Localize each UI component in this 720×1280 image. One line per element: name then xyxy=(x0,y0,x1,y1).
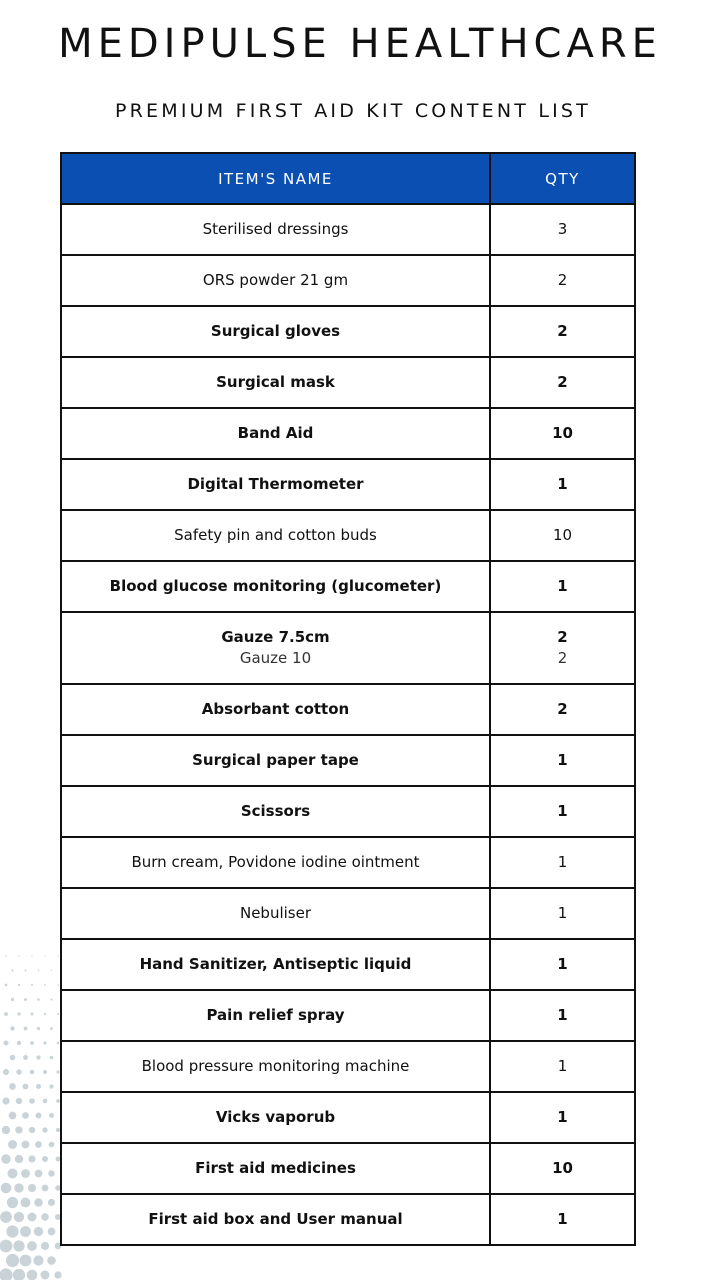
item-name-cell xyxy=(61,306,490,357)
halftone-dot xyxy=(0,1211,12,1223)
table-row xyxy=(61,612,635,684)
item-name-cell xyxy=(61,786,490,837)
halftone-dot xyxy=(31,955,32,956)
halftone-dot xyxy=(48,1199,55,1206)
item-name-cell xyxy=(61,255,490,306)
table-row xyxy=(61,888,635,939)
halftone-dot xyxy=(18,984,20,986)
halftone-dot xyxy=(0,1240,12,1253)
table-row xyxy=(61,204,635,255)
halftone-dot xyxy=(35,1170,43,1178)
item-name-cell xyxy=(61,1092,490,1143)
item-name-cell xyxy=(61,1143,490,1194)
item-qty: 1 xyxy=(557,577,568,595)
item-qty-cell xyxy=(490,510,635,561)
halftone-dot xyxy=(33,1255,43,1265)
item-qty-cell xyxy=(490,786,635,837)
halftone-dot xyxy=(7,1168,17,1178)
halftone-dot xyxy=(38,970,40,972)
halftone-dot xyxy=(41,1271,50,1280)
halftone-dot xyxy=(0,1268,13,1280)
table-row xyxy=(61,510,635,561)
halftone-dot xyxy=(23,1084,29,1090)
halftone-dot xyxy=(37,1027,40,1030)
halftone-dot xyxy=(10,1055,16,1061)
kit-contents-table xyxy=(60,152,636,1246)
halftone-dot xyxy=(57,1013,59,1015)
halftone-dot xyxy=(6,1254,19,1267)
item-qty: 2 xyxy=(557,700,568,718)
item-qty: 10 xyxy=(552,526,573,544)
halftone-dot xyxy=(4,1041,9,1046)
item-qty: 3 xyxy=(557,220,568,238)
item-qty: 2 xyxy=(557,628,568,646)
table-row xyxy=(61,357,635,408)
halftone-dot xyxy=(21,1198,31,1208)
halftone-dot xyxy=(16,1098,22,1104)
halftone-dot xyxy=(43,1070,47,1074)
item-qty-cell xyxy=(490,1194,635,1245)
item-qty-cell xyxy=(490,1143,635,1194)
item-name: Burn cream, Povidone iodine ointment xyxy=(131,853,420,871)
halftone-dot-pattern xyxy=(0,950,64,1280)
halftone-dot xyxy=(44,955,45,956)
halftone-dot xyxy=(43,1099,48,1104)
halftone-dot xyxy=(49,1084,53,1088)
halftone-dot xyxy=(4,1012,8,1016)
item-qty-cell xyxy=(490,939,635,990)
item-name: Blood pressure monitoring machine xyxy=(141,1057,410,1075)
halftone-dot xyxy=(42,1185,49,1192)
item-name-cell xyxy=(61,990,490,1041)
item-name: Vicks vaporub xyxy=(215,1108,336,1126)
item-qty: 1 xyxy=(557,1057,568,1075)
halftone-dot xyxy=(42,1127,47,1132)
halftone-dot xyxy=(18,955,19,956)
halftone-dot xyxy=(23,1055,28,1060)
item-qty: 1 xyxy=(557,475,568,493)
item-name: Gauze 10 xyxy=(239,649,312,667)
halftone-dot xyxy=(9,1083,16,1090)
halftone-dot xyxy=(9,1112,17,1120)
item-qty: 1 xyxy=(557,802,568,820)
halftone-dot xyxy=(29,1098,34,1103)
halftone-dot xyxy=(5,984,8,987)
item-name: Nebuliser xyxy=(239,904,312,922)
item-qty: 2 xyxy=(557,649,568,667)
halftone-dot xyxy=(10,1026,14,1030)
item-qty-cell xyxy=(490,255,635,306)
item-name: Hand Sanitizer, Antiseptic liquid xyxy=(139,955,412,973)
item-name-cell xyxy=(61,1041,490,1092)
item-name-cell xyxy=(61,204,490,255)
column-header-qty: QTY xyxy=(490,153,635,204)
item-name: Gauze 7.5cm xyxy=(221,628,330,646)
halftone-dot xyxy=(15,1155,23,1163)
halftone-dot xyxy=(17,1012,20,1015)
halftone-dot xyxy=(49,1142,55,1148)
item-qty: 1 xyxy=(557,904,568,922)
halftone-dot xyxy=(48,1170,54,1176)
table-row xyxy=(61,408,635,459)
halftone-dot xyxy=(5,955,7,957)
halftone-dot xyxy=(36,1084,41,1089)
item-name-cell xyxy=(61,939,490,990)
item-qty: 2 xyxy=(557,271,568,289)
item-name-cell xyxy=(61,612,490,684)
halftone-dot xyxy=(41,1242,49,1250)
halftone-dot xyxy=(22,1112,29,1119)
halftone-dot xyxy=(34,1227,43,1236)
halftone-dot xyxy=(1,1154,10,1163)
halftone-dot xyxy=(21,1169,30,1178)
item-qty: 1 xyxy=(557,1210,568,1228)
halftone-dot xyxy=(17,1041,21,1045)
halftone-dot xyxy=(50,1027,53,1030)
item-qty: 10 xyxy=(552,424,573,442)
item-qty-cell xyxy=(490,204,635,255)
halftone-dot xyxy=(20,1255,32,1267)
halftone-dot xyxy=(41,1213,49,1221)
item-name: Scissors xyxy=(240,802,311,820)
halftone-dot xyxy=(30,1070,35,1075)
halftone-dot xyxy=(57,1042,60,1045)
table-row xyxy=(61,1092,635,1143)
halftone-dot xyxy=(51,970,52,971)
item-name: Surgical mask xyxy=(216,373,335,391)
halftone-dot xyxy=(20,1226,31,1237)
table-row xyxy=(61,459,635,510)
item-name: Safety pin and cotton buds xyxy=(174,526,377,544)
halftone-dot xyxy=(8,1140,17,1149)
item-qty: 2 xyxy=(557,373,568,391)
item-qty-cell xyxy=(490,408,635,459)
item-name-cell xyxy=(61,357,490,408)
halftone-dot xyxy=(2,1126,10,1134)
item-name: Absorbant cotton xyxy=(201,700,350,718)
item-name: Band Aid xyxy=(237,424,314,442)
halftone-dot xyxy=(6,1225,18,1237)
halftone-dot xyxy=(24,1027,28,1031)
item-qty-cell xyxy=(490,306,635,357)
item-qty: 2 xyxy=(557,322,568,340)
item-name: Blood glucose monitoring (glucometer) xyxy=(109,577,442,595)
halftone-dot xyxy=(24,998,27,1001)
item-name: Digital Thermometer xyxy=(187,475,364,493)
item-name-cell xyxy=(61,684,490,735)
halftone-dot xyxy=(42,1156,48,1162)
halftone-dot xyxy=(36,1055,40,1059)
halftone-dot xyxy=(14,1212,24,1222)
halftone-dot xyxy=(50,1056,54,1060)
halftone-dot xyxy=(1,1183,12,1194)
table-row xyxy=(61,786,635,837)
halftone-dot xyxy=(15,1126,22,1133)
item-name: Sterilised dressings xyxy=(202,220,349,238)
halftone-dot xyxy=(31,1013,34,1016)
table-row xyxy=(61,255,635,306)
halftone-dot xyxy=(27,1270,38,1280)
item-name-cell xyxy=(61,561,490,612)
halftone-dot xyxy=(3,1069,9,1075)
halftone-dot xyxy=(22,1141,30,1149)
item-qty: 1 xyxy=(557,853,568,871)
table-row xyxy=(61,735,635,786)
halftone-dot xyxy=(30,1041,34,1045)
halftone-dot xyxy=(49,1113,54,1118)
item-qty-cell xyxy=(490,561,635,612)
item-name-cell xyxy=(61,735,490,786)
item-qty-cell xyxy=(490,888,635,939)
halftone-dot xyxy=(28,1155,35,1162)
item-qty-cell xyxy=(490,990,635,1041)
item-name: Surgical paper tape xyxy=(192,751,359,769)
table-row xyxy=(61,561,635,612)
halftone-dot xyxy=(43,1041,46,1044)
table-row xyxy=(61,837,635,888)
item-qty: 1 xyxy=(557,1108,568,1126)
item-qty-cell xyxy=(490,612,635,684)
halftone-dot xyxy=(44,1013,46,1015)
halftone-dot xyxy=(34,1198,42,1206)
table-row xyxy=(61,306,635,357)
item-name: Surgical gloves xyxy=(210,322,341,340)
halftone-dot xyxy=(57,955,58,956)
halftone-dot xyxy=(14,1183,23,1192)
item-name-cell xyxy=(61,837,490,888)
table-header-row xyxy=(61,153,635,204)
item-name: First aid medicines xyxy=(195,1159,356,1177)
item-qty-cell xyxy=(490,735,635,786)
halftone-dot xyxy=(31,984,33,986)
halftone-dot xyxy=(13,1269,25,1280)
halftone-dot xyxy=(57,984,58,985)
halftone-dot xyxy=(44,984,46,986)
halftone-dot xyxy=(28,1213,37,1222)
item-qty-cell xyxy=(490,459,635,510)
table-row xyxy=(61,1194,635,1245)
halftone-dot xyxy=(36,1113,42,1119)
item-qty-cell xyxy=(490,357,635,408)
item-qty: 1 xyxy=(557,955,568,973)
item-name-cell xyxy=(61,459,490,510)
halftone-dot xyxy=(2,1097,9,1104)
halftone-dot xyxy=(16,1069,21,1074)
table-row xyxy=(61,1041,635,1092)
item-qty: 10 xyxy=(552,1159,573,1177)
item-qty-cell xyxy=(490,1092,635,1143)
item-qty-cell xyxy=(490,1041,635,1092)
item-name: ORS powder 21 gm xyxy=(202,271,349,289)
item-name: First aid box and User manual xyxy=(148,1210,403,1228)
halftone-dot xyxy=(28,1184,36,1192)
item-name-cell xyxy=(61,888,490,939)
column-header-item-name: ITEM'S NAME xyxy=(61,153,490,204)
item-qty: 1 xyxy=(557,1006,568,1024)
halftone-dot xyxy=(35,1141,42,1148)
halftone-dot xyxy=(25,970,27,972)
halftone-dot xyxy=(54,1271,61,1278)
halftone-dot xyxy=(29,1127,35,1133)
halftone-dot xyxy=(37,998,40,1001)
item-name: Pain relief spray xyxy=(206,1006,345,1024)
table-row xyxy=(61,684,635,735)
halftone-dot xyxy=(50,998,52,1000)
brand-title: MEDIPULSE HEALTHCARE xyxy=(58,21,662,67)
table-row xyxy=(61,939,635,990)
table-row xyxy=(61,990,635,1041)
list-subtitle: PREMIUM FIRST AID KIT CONTENT LIST xyxy=(115,100,591,122)
item-qty: 1 xyxy=(557,751,568,769)
halftone-dot xyxy=(27,1241,37,1251)
item-qty-cell xyxy=(490,684,635,735)
item-name-cell xyxy=(61,408,490,459)
halftone-dot xyxy=(47,1256,56,1265)
item-name-cell xyxy=(61,510,490,561)
item-name-cell xyxy=(61,1194,490,1245)
halftone-dot xyxy=(48,1228,56,1236)
halftone-dot xyxy=(13,1240,24,1251)
table-row xyxy=(61,1143,635,1194)
halftone-dot xyxy=(11,969,13,971)
halftone-dot xyxy=(11,998,14,1001)
item-qty-cell xyxy=(490,837,635,888)
halftone-dot xyxy=(7,1197,18,1208)
